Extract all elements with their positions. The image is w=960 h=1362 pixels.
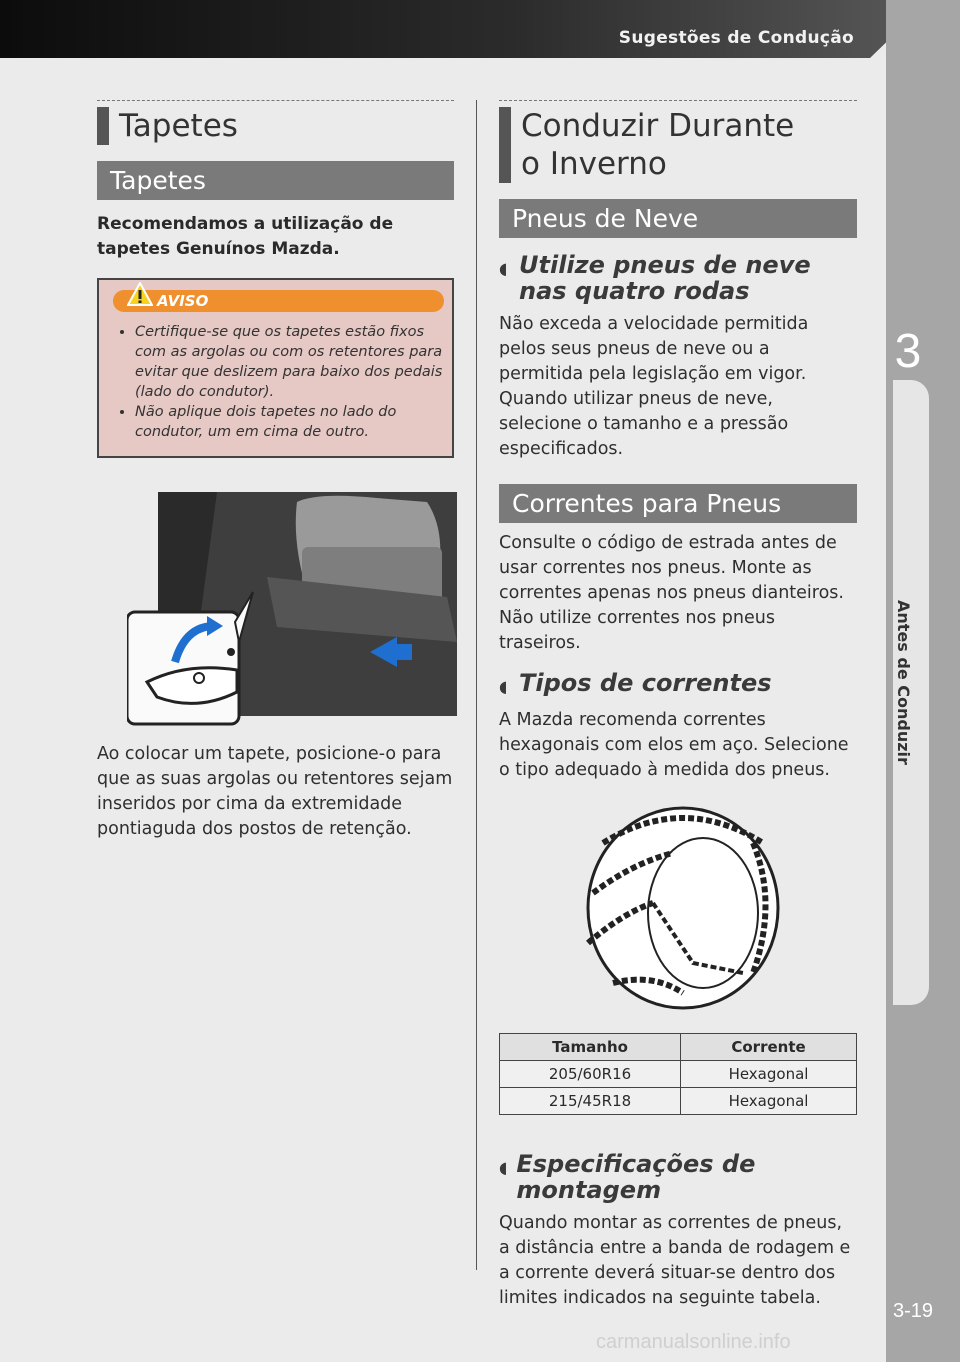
table-row xyxy=(500,1061,857,1088)
snow-text: Não exceda a velocidade permitida pelos seus pneus de neve ou a permitida pela legislação em vigor. Quando utilizar pneus de neve, selecione o tamanho e a pressão especificados. xyxy=(499,314,809,459)
mat-instructions: Ao colocar um tapete, posicione-o para que as suas argolas ou retentores sejam inseridos por cima da extremidade pontiaguda dos postos de retenção. xyxy=(97,744,453,839)
table-header-cell: Tamanho xyxy=(500,1034,681,1061)
subsubheading-text: Tipos de correntes xyxy=(519,669,772,697)
heading-bar xyxy=(499,107,511,183)
subsubheading-mount xyxy=(499,1151,857,1203)
table-header-cell: Corrente xyxy=(681,1034,857,1061)
left-column xyxy=(97,100,454,842)
table-row xyxy=(500,1088,857,1115)
chapter-number: 3 xyxy=(894,325,922,378)
bullet-marker-icon: ◖ xyxy=(499,677,508,696)
subsubheading-types xyxy=(499,670,857,700)
table-cell: Hexagonal xyxy=(681,1088,857,1115)
tire-chain-illustration xyxy=(573,803,783,1013)
bullet-marker-icon: ◖ xyxy=(499,259,508,278)
warning-box xyxy=(97,278,454,458)
right-column xyxy=(499,100,857,1311)
heading-bar xyxy=(97,107,109,145)
subsubheading-line-1: Utilize pneus de neve xyxy=(519,251,811,279)
subsubheading-line-2: nas quatro rodas xyxy=(519,277,750,305)
table-cell: Hexagonal xyxy=(681,1061,857,1088)
column-divider xyxy=(476,100,477,1270)
chains-text: Consulte o código de estrada antes de usar correntes nos pneus. Monte as correntes apenas nos pneus dianteiros. Não utilize correntes nos pneus traseiros. xyxy=(499,533,844,653)
subsubheading-snow xyxy=(499,252,857,304)
table-cell: 205/60R16 xyxy=(500,1061,681,1088)
heading-text: Tapetes xyxy=(119,108,238,144)
heading-line-2: o Inverno xyxy=(521,146,667,182)
types-text: A Mazda recomenda correntes hexagonais com elos em aço. Selecione o tipo adequado à medida dos pneus. xyxy=(499,710,849,780)
warning-list xyxy=(113,322,444,442)
heading-winter xyxy=(499,100,857,183)
warning-label xyxy=(113,290,444,312)
warning-item: • Não aplique dois tapetes no lado do condutor, um em cima de outro. xyxy=(135,402,444,442)
bullet-marker-icon: ◖ xyxy=(499,1158,508,1177)
subsubheading-text: Especificações de montagem xyxy=(516,1150,756,1204)
mount-text: Quando montar as correntes de pneus, a distância entre a banda de rodagem e a corrente deverá situar-se dentro dos limites indicados na seguinte tabela. xyxy=(499,1213,851,1308)
warning-label-text: AVISO xyxy=(157,292,209,310)
heading-tapetes xyxy=(97,100,454,145)
intro-text: Recomendamos a utilização de tapetes Genuínos Mazda. xyxy=(97,214,394,259)
chapter-name: Antes de Conduzir xyxy=(894,600,913,765)
heading-text xyxy=(521,107,794,183)
chain-size-table xyxy=(499,1033,857,1115)
heading-line-1: Conduzir Durante xyxy=(521,108,795,144)
page-number: 3-19 xyxy=(893,1300,934,1322)
watermark: carmanualsonline.info xyxy=(596,1331,791,1353)
table-cell: 215/45R18 xyxy=(500,1088,681,1115)
subheading-snow-tyres: Pneus de Neve xyxy=(499,199,857,238)
warning-item: • Certifique-se que os tapetes estão fixos com as argolas ou com os retentores para evitar que deslizem para baixo dos pedais (lado do condutor). xyxy=(135,322,444,402)
table-header-row xyxy=(500,1034,857,1061)
floor-mat-illustration xyxy=(127,492,457,728)
subheading-chains: Correntes para Pneus xyxy=(499,484,857,523)
warning-icon xyxy=(127,282,153,306)
section-title: Sugestões de Condução xyxy=(618,28,854,48)
subheading-tapetes: Tapetes xyxy=(97,161,454,200)
